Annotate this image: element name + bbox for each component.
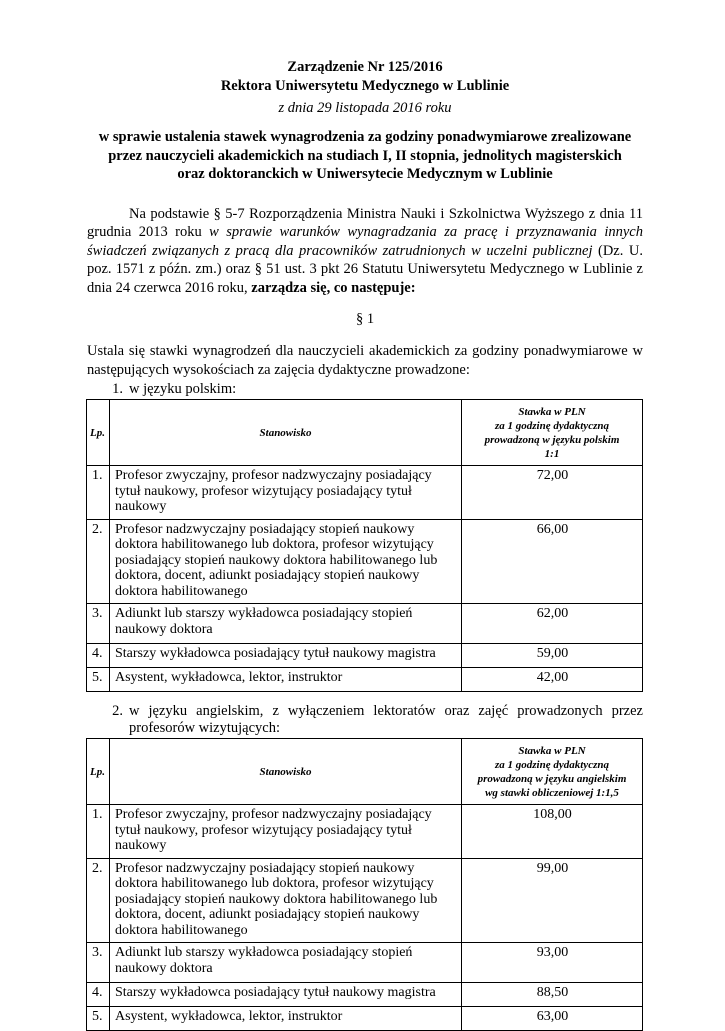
cell-lp: 1.	[87, 466, 110, 520]
cell-rate: 99,00	[462, 858, 643, 943]
list-item-number: 2.	[112, 703, 123, 719]
cell-lp: 2.	[87, 858, 110, 943]
subject-line: oraz doktoranckich w Uniwersytecie Medycznym w Lublinie	[177, 166, 553, 182]
cell-position: Adiunkt lub starszy wykładowca posiadający stopień naukowy doktora	[110, 943, 462, 983]
table-row	[87, 644, 643, 668]
list-item-text: w języku angielskim, z wyłączeniem lektoratów oraz zajęć prowadzonych przez profesorów wizytujących:	[129, 703, 643, 736]
header-rate-line: za 1 godzinę dydaktyczną	[495, 419, 609, 432]
cell-position: Profesor zwyczajny, profesor nadzwyczajny posiadający tytuł naukowy, profesor wizytujący posiadający tytuł naukowy	[110, 466, 462, 520]
document-page	[87, 58, 643, 1031]
cell-rate: 93,00	[462, 943, 643, 983]
cell-rate: 66,00	[462, 519, 643, 604]
table-row	[87, 519, 643, 604]
cell-position: Profesor nadzwyczajny posiadający stopień naukowy doktora habilitowanego lub doktora, profesor wizytujący posiadający stopień naukowy doktora habilitowanego lub doktora, docent, adiunkt posiadający stopień naukowy doktora habilitowanego	[110, 519, 462, 604]
cell-rate: 62,00	[462, 604, 643, 644]
table-row	[87, 805, 643, 859]
table-header-row	[87, 739, 643, 805]
basis-text-2: (Dz. U. poz. 1571 z późn. zm.) oraz § 51 ust. 3 pkt 26 Statutu Uniwersytetu Medycznego w Lublinie z dnia 24 czerwca 2016 roku,	[87, 242, 643, 296]
cell-lp: 5.	[87, 1007, 110, 1031]
header-rate-line: prowadzoną w języku polskim	[484, 433, 620, 446]
cell-position: Asystent, wykładowca, lektor, instruktor	[110, 1007, 462, 1031]
header-rate-line: 1:1	[544, 447, 560, 460]
cell-lp: 1.	[87, 805, 110, 859]
basis-italic: w sprawie warunków wynagradzania za pracę i przyznawania innych świadczeń związanych z pracą dla pracowników zatrudnionych w uczelni publicznej	[87, 224, 643, 259]
header-rate-line: Stawka w PLN	[518, 744, 586, 757]
header-rate-line: wg stawki obliczeniowej 1:1,5	[485, 786, 619, 799]
header-rate-line: Stawka w PLN	[518, 405, 586, 418]
document-subject	[87, 128, 643, 184]
subject-line: przez nauczycieli akademickich na studiach I, II stopnia, jednolitych magisterskich	[108, 147, 622, 164]
table-row	[87, 943, 643, 983]
cell-position: Asystent, wykładowca, lektor, instruktor	[110, 668, 462, 692]
cell-position: Starszy wykładowca posiadający tytuł naukowy magistra	[110, 644, 462, 668]
cell-position: Profesor nadzwyczajny posiadający stopień naukowy doktora habilitowanego lub doktora, profesor wizytujący posiadający stopień naukowy doktora habilitowanego lub doktora, docent, adiunkt posiadający stopień naukowy doktora habilitowanego	[110, 858, 462, 943]
section-intro: Ustala się stawki wynagrodzeń dla nauczycieli akademickich za godziny ponadwymiarowe w następujących wysokościach za zajęcia dydaktyczne prowadzone:	[87, 343, 643, 378]
table-row	[87, 668, 643, 692]
cell-lp: 5.	[87, 668, 110, 692]
cell-rate: 72,00	[462, 466, 643, 520]
section-mark: § 1	[355, 311, 375, 327]
cell-lp: 4.	[87, 983, 110, 1007]
cell-lp: 3.	[87, 943, 110, 983]
table-header-row	[87, 400, 643, 466]
document-date: z dnia 29 listopada 2016 roku	[278, 100, 452, 116]
table-row	[87, 983, 643, 1007]
table-row	[87, 466, 643, 520]
header-rate	[462, 400, 643, 466]
list-item	[87, 381, 643, 398]
basis-bold: zarządza się, co następuje:	[251, 279, 416, 296]
cell-lp: 4.	[87, 644, 110, 668]
cell-rate: 59,00	[462, 644, 643, 668]
header-rate-line: prowadzoną w języku angielskim	[477, 772, 627, 785]
list-item-number: 1.	[112, 381, 123, 397]
legal-basis	[87, 205, 643, 298]
header-lp: Lp.	[87, 400, 110, 466]
header-rate-line: za 1 godzinę dydaktyczną	[495, 758, 609, 771]
header-lp: Lp.	[87, 739, 110, 805]
document-issuer: Rektora Uniwersytetu Medycznego w Lublinie	[220, 78, 510, 94]
header-position: Stanowisko	[110, 739, 462, 805]
header-position: Stanowisko	[110, 400, 462, 466]
table-row	[87, 1007, 643, 1031]
cell-rate: 63,00	[462, 1007, 643, 1031]
rates-table-english	[86, 738, 643, 1031]
cell-position: Starszy wykładowca posiadający tytuł naukowy magistra	[110, 983, 462, 1007]
document-title: Zarządzenie Nr 125/2016	[287, 59, 443, 75]
cell-lp: 3.	[87, 604, 110, 644]
cell-rate: 108,00	[462, 805, 643, 859]
rates-table-polish	[86, 399, 643, 692]
basis-text: Na podstawie § 5-7 Rozporządzenia Ministra Nauki i Szkolnictwa Wyższego z dnia 11 grudnia 2013 roku	[87, 205, 643, 240]
table-row	[87, 858, 643, 943]
cell-position: Adiunkt lub starszy wykładowca posiadający stopień naukowy doktora	[110, 604, 462, 644]
cell-lp: 2.	[87, 519, 110, 604]
cell-rate: 88,50	[462, 983, 643, 1007]
list-item-text: w języku polskim:	[129, 381, 237, 397]
list-item	[87, 703, 643, 737]
subject-line: w sprawie ustalenia stawek wynagrodzenia za godziny ponadwymiarowe zrealizowane	[98, 129, 632, 145]
cell-rate: 42,00	[462, 668, 643, 692]
header-rate	[462, 739, 643, 805]
cell-position: Profesor zwyczajny, profesor nadzwyczajny posiadający tytuł naukowy, profesor wizytujący posiadający tytuł naukowy	[110, 805, 462, 859]
table-row	[87, 604, 643, 644]
